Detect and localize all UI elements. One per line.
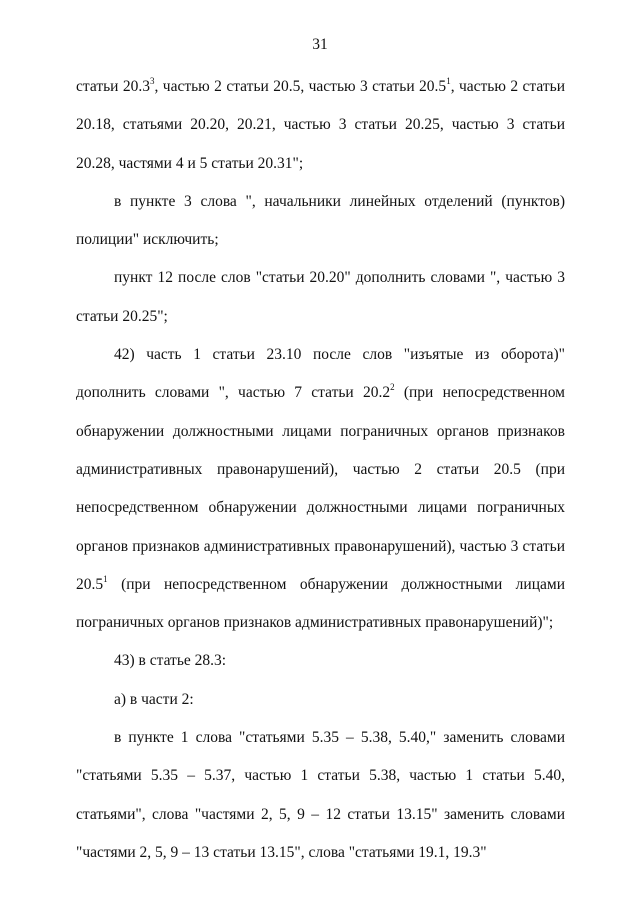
paragraph bbox=[76, 681, 565, 719]
text-run: в пункте 3 слова ", начальники линейных отделений (пунктов) полиции" исключить; bbox=[76, 192, 565, 249]
text-run: 43) в статье 28.3: bbox=[114, 652, 227, 670]
text-run: (при непосредственном обнаружении должностными лицами пограничных органов признаков административных правонарушений), частью 2 статьи 20.5 (при непосредственном обнаружении должностными лицами пограничных органов признаков административных правонарушений), частью 3 статьи 20.5 bbox=[76, 384, 565, 593]
text-run: , частью 2 статьи 20.18, статьями 20.20, 20.21, частью 3 статьи 20.25, частью 3 статьи 20.28, частями 4 и 5 статьи 20.31"; bbox=[76, 78, 565, 172]
superscript-index: 3 bbox=[150, 76, 155, 86]
superscript-index: 1 bbox=[446, 76, 451, 86]
text-run: а) в части 2: bbox=[114, 690, 194, 708]
page-number: 31 bbox=[312, 36, 328, 53]
paragraph bbox=[76, 719, 565, 872]
paragraph bbox=[76, 336, 565, 642]
paragraph bbox=[76, 183, 565, 260]
paragraph bbox=[76, 68, 565, 183]
text-run: пункт 12 после слов "статьи 20.20" дополнить словами ", частью 3 статьи 20.25"; bbox=[76, 269, 565, 325]
superscript-index: 1 bbox=[103, 573, 108, 584]
paragraph bbox=[76, 259, 565, 336]
text-run: (при непосредственном обнаружении должностными лицами пограничных органов признаков административных правонарушений)"; bbox=[76, 575, 565, 632]
text-run: 42) часть 1 статьи 23.10 после слов "изъятые из оборота)" дополнить словами ", частью 7 статьи 20.2 bbox=[76, 346, 565, 402]
superscript-index: 2 bbox=[390, 382, 395, 393]
text-run: статьи 20.3 bbox=[76, 78, 150, 95]
text-run: в пункте 1 слова "статьями 5.35 – 5.38, 5.40," заменить словами "статьями 5.35 – 5.37, частью 1 статьи 5.38, частью 1 статьи 5.40, статьями", слова "частями 2, 5, 9 – 12 статьи 13.15" заменить словами "частями 2, 5, 9 – 13 статьи 13.15", слова "статьями 19.1, 19.3" bbox=[76, 729, 565, 861]
paragraph bbox=[76, 642, 565, 680]
document-body bbox=[76, 68, 565, 872]
text-run: , частью 2 статьи 20.5, частью 3 статьи 20.5 bbox=[154, 78, 447, 95]
